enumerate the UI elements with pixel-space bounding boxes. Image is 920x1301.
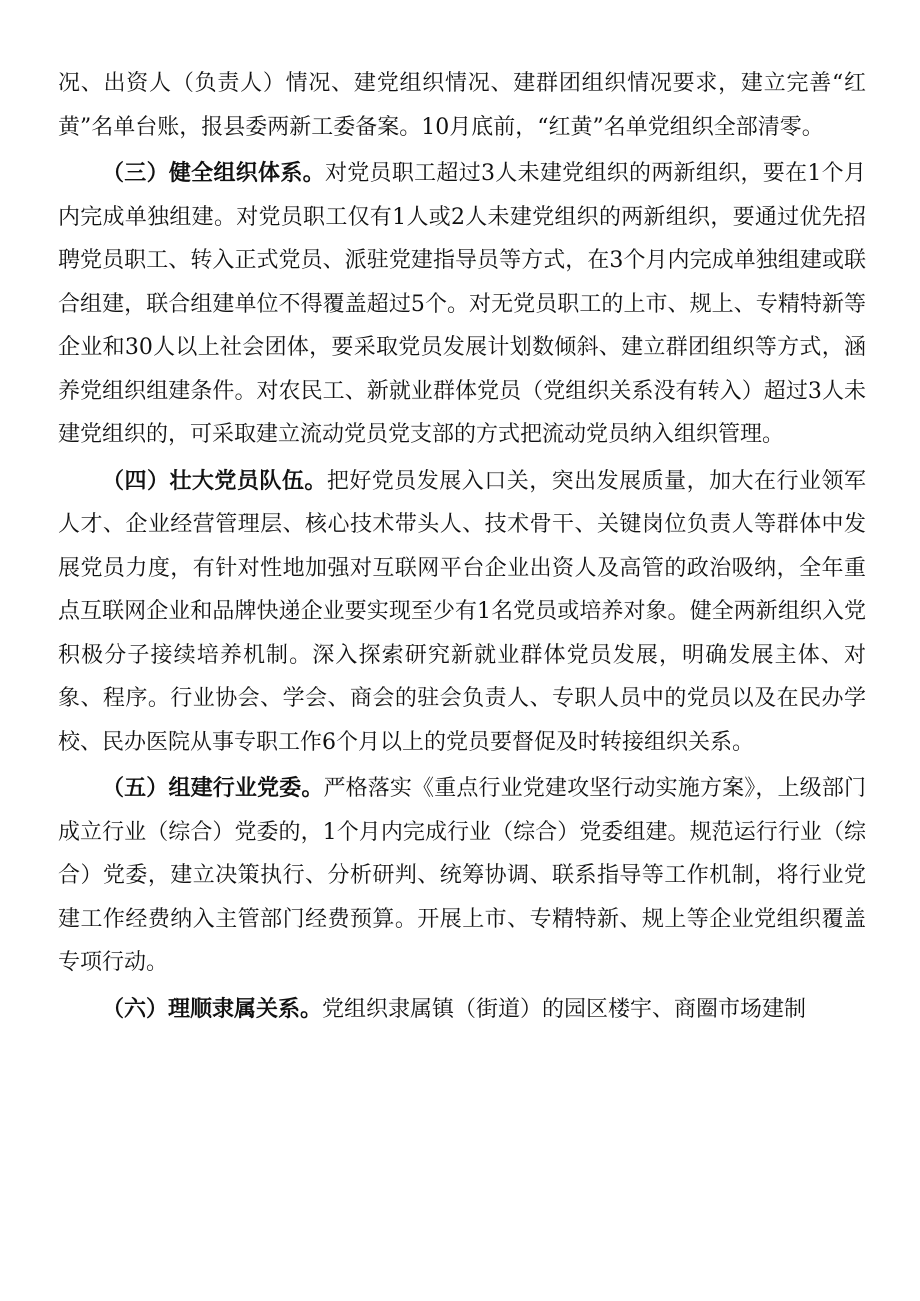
document-page	[58, 62, 866, 1031]
paragraph-body: 况、出资人（负责人）情况、建党组织情况、建群团组织情况要求，建立完善“红黄”名单台账，报县委两新工委备案。10月底前，“红黄”名单党组织全部清零。	[58, 71, 866, 140]
section-heading: （六）理顺隶属关系。	[102, 996, 323, 1022]
section-heading: （四）壮大党员队伍。	[102, 468, 327, 494]
paragraph-body: 对党员职工超过3人未建党组织的两新组织，要在1个月内完成单独组建。对党员职工仅有1人或2人未建党组织的两新组织，要通过优先招聘党员职工、转入正式党员、派驻党建指导员等方式，在3个月内完成单独组建或联合组建，联合组建单位不得覆盖超过5个。对无党员职工的上市、规上、专精特新等企业和30人以上社会团体，要采取党员发展计划数倾斜、建立群团组织等方式，涵养党组织组建条件。对农民工、新就业群体党员（党组织关系没有转入）超过3人未建党组织的，可采取建立流动党员党支部的方式把流动党员纳入组织管理。	[58, 161, 866, 447]
paragraph-continuation	[58, 62, 866, 149]
paragraph-section-4	[58, 460, 866, 765]
paragraph-body: 把好党员发展入口关，突出发展质量，加大在行业领军人才、企业经营管理层、核心技术带头人、技术骨干、关键岗位负责人等群体中发展党员力度，有针对性地加强对互联网平台企业出资人及高管的政治吸纳，全年重点互联网企业和品牌快递企业要实现至少有1名党员或培养对象。健全两新组织入党积极分子接续培养机制。深入探索研究新就业群体党员发展，明确发展主体、对象、程序。行业协会、学会、商会的驻会负责人、专职人员中的党员以及在民办学校、民办医院从事专职工作6个月以上的党员要督促及时转接组织关系。	[58, 468, 866, 755]
paragraph-section-6	[58, 988, 866, 1032]
paragraph-section-3	[58, 152, 866, 457]
paragraph-body: 党组织隶属镇（街道）的园区楼宇、商圈市场建制	[322, 996, 807, 1022]
paragraph-body: 严格落实《重点行业党建攻坚行动实施方案》，上级部门成立行业（综合）党委的，1个月内完成行业（综合）党委组建。规范运行行业（综合）党委，建立决策执行、分析研判、统筹协调、联系指导等工作机制，将行业党建工作经费纳入主管部门经费预算。开展上市、专精特新、规上等企业党组织覆盖专项行动。	[58, 776, 866, 975]
paragraph-section-5	[58, 767, 866, 985]
section-heading: （五）组建行业党委。	[102, 776, 324, 801]
section-heading: （三）健全组织体系。	[102, 161, 325, 186]
